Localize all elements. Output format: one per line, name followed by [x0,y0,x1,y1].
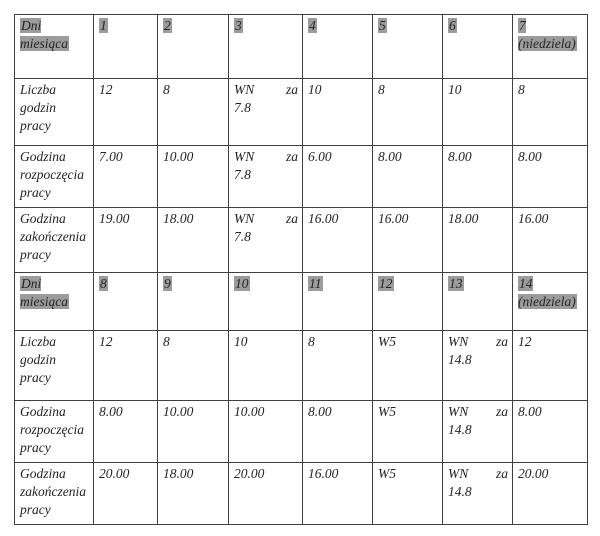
day-number: 2 [164,18,171,33]
cell-value: W5 [378,404,396,419]
value-cell [373,208,443,273]
cell-value: 18.00 [448,211,479,226]
day-number: 12 [379,276,393,291]
cell-value: 16.00 [378,211,409,226]
day-number: 10 [235,276,249,291]
cell-value: 10 [448,82,462,97]
cell-value: 8 [163,334,170,349]
cell-value: 10.00 [163,404,194,419]
cell-value: W5 [378,334,396,349]
cell-value: 10 [308,82,322,97]
value-cell [229,463,303,525]
day-number: 1 [100,18,107,33]
cell-value: 8.00 [99,404,123,419]
row-label: Godzina zakończenia pracy [20,466,86,517]
row-label-cell [15,401,94,463]
cell-value: 16.00 [518,211,549,226]
absence-preposition: za [495,404,508,419]
cell-value: 8.00 [378,149,402,164]
value-cell [373,79,443,146]
absence-value: 14.8 [448,352,472,367]
value-cell-absence [229,208,303,273]
absence-code: WN [448,334,469,349]
cell-value: 8 [163,82,170,97]
absence-code-line [234,81,298,99]
cell-value: 19.00 [99,211,130,226]
cell-value: 10.00 [234,404,265,419]
cell-value: 20.00 [518,466,549,481]
work-schedule-table [14,14,588,525]
absence-code-line [234,148,298,166]
row-label: Liczba godzin pracy [20,82,57,133]
day-header-cell-sunday [513,15,588,79]
cell-value: 10.00 [163,149,194,164]
absence-value: 14.8 [448,484,472,499]
cell-value: 8 [518,82,525,97]
absence-value: 7.8 [234,100,251,115]
row-label-cell [15,146,94,208]
day-number: 8 [100,276,107,291]
value-cell [513,331,588,401]
value-cell [373,463,443,525]
table-row-start-1 [15,146,588,208]
absence-code: WN [234,211,255,226]
cell-value: W5 [378,466,396,481]
value-cell [303,331,373,401]
value-cell [373,146,443,208]
cell-value: 8 [378,82,385,97]
value-cell [303,401,373,463]
value-cell [158,208,229,273]
value-cell-absence [443,331,513,401]
absence-code-line [448,465,508,483]
day-number-sunday: 14 (niedziela) [518,276,576,309]
cell-value: 20.00 [99,466,130,481]
absence-code: WN [234,149,255,164]
value-cell [94,331,158,401]
value-cell [158,401,229,463]
table-row-end-1 [15,208,588,273]
absence-code: WN [234,82,255,97]
cell-value: 8.00 [518,404,542,419]
row-label-cell [15,79,94,146]
cell-value: 20.00 [234,466,265,481]
day-header-cell [229,15,303,79]
value-cell-absence [229,146,303,208]
table-row-days-header-1 [15,15,588,79]
value-cell [513,79,588,146]
row-label: Godzina rozpoczęcia pracy [20,149,84,200]
absence-value: 14.8 [448,422,472,437]
row-label: Godzina zakończenia pracy [20,211,86,262]
value-cell [513,463,588,525]
row-label-cell [15,15,94,79]
day-header-cell [443,273,513,331]
value-cell [303,79,373,146]
day-header-cell [443,15,513,79]
value-cell [443,146,513,208]
day-header-cell-sunday [513,273,588,331]
day-header-cell [94,273,158,331]
cell-value: 10 [234,334,248,349]
value-cell [373,331,443,401]
cell-value: 16.00 [308,466,339,481]
day-header-cell [303,15,373,79]
cell-value: 8 [308,334,315,349]
cell-value: 12 [518,334,532,349]
absence-code-line [448,403,508,421]
cell-value: 18.00 [163,466,194,481]
day-header-cell [229,273,303,331]
table-row-end-2 [15,463,588,525]
absence-code: WN [448,404,469,419]
absence-code: WN [448,466,469,481]
cell-value: 12 [99,82,113,97]
row-label-cell [15,463,94,525]
value-cell [443,208,513,273]
value-cell [94,463,158,525]
day-header-cell [94,15,158,79]
value-cell [513,401,588,463]
value-cell [158,146,229,208]
day-number: 5 [379,18,386,33]
day-header-cell [373,273,443,331]
absence-preposition: za [495,466,508,481]
absence-preposition: za [495,334,508,349]
cell-value: 12 [99,334,113,349]
absence-value: 7.8 [234,229,251,244]
day-number: 13 [449,276,463,291]
value-cell [158,463,229,525]
table-row-hours-2 [15,331,588,401]
value-cell [229,331,303,401]
cell-value: 8.00 [518,149,542,164]
table-row-days-header-2 [15,273,588,331]
row-label: Liczba godzin pracy [20,334,57,385]
value-cell [158,79,229,146]
value-cell [303,208,373,273]
value-cell [94,208,158,273]
value-cell [303,146,373,208]
day-number: 9 [164,276,171,291]
day-header-cell [303,273,373,331]
cell-value: 8.00 [448,149,472,164]
cell-value: 18.00 [163,211,194,226]
day-number: 3 [235,18,242,33]
cell-value: 16.00 [308,211,339,226]
row-label-cell [15,331,94,401]
value-cell [94,401,158,463]
value-cell [94,146,158,208]
cell-value: 8.00 [308,404,332,419]
day-number-sunday: 7 (niedziela) [518,18,576,51]
table-row-start-2 [15,401,588,463]
absence-code-line [234,210,298,228]
day-number: 4 [309,18,316,33]
value-cell-absence [443,463,513,525]
value-cell [373,401,443,463]
value-cell [513,208,588,273]
days-of-month-label: Dni miesiąca [20,18,68,51]
day-number: 11 [309,276,322,291]
value-cell [303,463,373,525]
value-cell [94,79,158,146]
cell-value: 6.00 [308,149,332,164]
value-cell-absence [443,401,513,463]
days-of-month-label: Dni miesiąca [20,276,68,309]
day-number: 6 [449,18,456,33]
day-header-cell [158,15,229,79]
value-cell [158,331,229,401]
absence-code-line [448,333,508,351]
absence-preposition: za [285,149,298,164]
value-cell [443,79,513,146]
value-cell [513,146,588,208]
table-row-hours-1 [15,79,588,146]
row-label: Godzina rozpoczęcia pracy [20,404,84,455]
value-cell [229,401,303,463]
absence-preposition: za [285,82,298,97]
day-header-cell [158,273,229,331]
value-cell-absence [229,79,303,146]
absence-preposition: za [285,211,298,226]
day-header-cell [373,15,443,79]
cell-value: 7.00 [99,149,123,164]
row-label-cell [15,273,94,331]
absence-value: 7.8 [234,167,251,182]
row-label-cell [15,208,94,273]
